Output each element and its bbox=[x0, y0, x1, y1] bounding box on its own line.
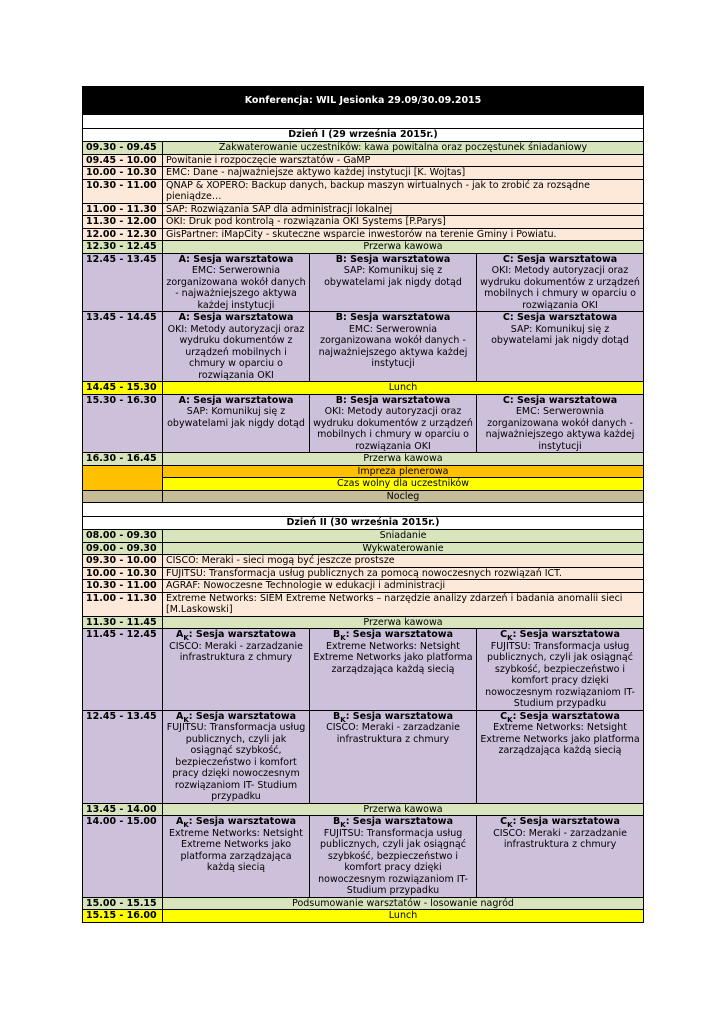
session-description: OKI: Metody autoryzacji oraz wydruku dokumentów z urządzeń mobilnych i chmury w oparciu o rozwiązania OKI bbox=[480, 265, 640, 311]
spacer-row bbox=[83, 115, 644, 129]
session-description: Extreme Networks: Netsight Extreme Networks jako platforma zarządzająca każdą siecią bbox=[480, 722, 640, 756]
free-time: Czas wolny dla uczestników bbox=[163, 478, 644, 491]
time-cell: 10.00 - 10.30 bbox=[83, 567, 163, 580]
time-cell: 14.00 - 15.00 bbox=[83, 816, 163, 898]
session-heading: $A_K$: Sesja warsztatowa bbox=[175, 629, 297, 642]
session-description: SAP: Komunikuj się z obywatelami jak nigdy dotąd bbox=[167, 406, 305, 429]
overnight: Nocleg bbox=[163, 490, 644, 503]
session-description: FUJITSU: Transformacja usług publicznych, czyli jak osiągnąć szybkość, bezpieczeństwo i komfort pracy dzięki nowoczesnym rozwiązaniom IT- Studium przypadku bbox=[318, 827, 468, 896]
session-heading: $A_K$: Sesja warsztatowa bbox=[175, 710, 297, 724]
coffee-break: Przerwa kawowa bbox=[163, 803, 644, 816]
session-heading: A: Sesja warsztatowa bbox=[178, 394, 294, 406]
time-cell: 11.30 - 11.45 bbox=[83, 616, 163, 629]
session-c bbox=[477, 253, 644, 312]
session-a bbox=[163, 253, 310, 312]
session-c bbox=[477, 312, 644, 382]
session-description: Extreme Networks: Netsight Extreme Networks jako platforma zarządzająca każdą siecią bbox=[313, 640, 473, 675]
session-description: CISCO: Meraki - zarzadzanie infrastruktura z chmury bbox=[326, 722, 460, 745]
time-cell: 13.45 - 14.00 bbox=[83, 803, 163, 816]
agenda-item: FUJITSU: Transformacja usług publicznych za pomocą nowoczesnych rozwiązań ICT. bbox=[163, 567, 644, 580]
session-heading: B: Sesja warsztatowa bbox=[335, 394, 451, 406]
time-cell: 15.30 - 16.30 bbox=[83, 394, 163, 453]
session-heading: A: Sesja warsztatowa bbox=[178, 312, 294, 323]
agenda-item: Powitanie i rozpoczęcie warsztatów - GaMP bbox=[163, 154, 644, 167]
time-cell: 15.15 - 16.00 bbox=[83, 910, 163, 923]
session-heading: A: Sesja warsztatowa bbox=[178, 253, 294, 265]
session-b bbox=[310, 312, 477, 382]
session-a bbox=[163, 710, 310, 803]
agenda-item: QNAP & XOPERO: Backup danych, backup maszyn wirtualnych - jak to zrobić za rozsądne pieniądze… bbox=[163, 179, 644, 203]
time-cell-empty bbox=[83, 490, 163, 503]
agenda-item: Zakwaterowanie uczestników: kawa powitalna oraz poczęstunek śniadaniowy bbox=[163, 142, 644, 155]
checkout: Wykwaterowanie bbox=[163, 542, 644, 555]
session-description: SAP: Komunikuj się z obywatelami jak nigdy dotąd bbox=[491, 323, 629, 346]
session-description: FUJITSU: Transformacja usług publicznych, czyli jak osiągnąć szybkość, bezpieczeństwo i komfort pracy dzięki nowoczesnym rozwiązaniom IT- Studium przypadku bbox=[166, 722, 306, 802]
agenda-item: SAP: Rozwiązania SAP dla administracji lokalnej bbox=[163, 203, 644, 216]
time-cell: 09.45 - 10.00 bbox=[83, 154, 163, 167]
session-a bbox=[163, 816, 310, 898]
session-heading: $B_K$: Sesja warsztatowa bbox=[333, 816, 453, 829]
session-heading: $C_K$: Sesja warsztatowa bbox=[500, 629, 620, 642]
agenda-item: OKI: Druk pod kontrolą - rozwiązania OKI Systems [P.Parys] bbox=[163, 216, 644, 229]
agenda-item: GisPartner: iMapCity - skuteczne wsparcie inwestorów na terenie Gminy i Powiatu. bbox=[163, 228, 644, 241]
time-cell-empty bbox=[83, 465, 163, 490]
coffee-break: Przerwa kawowa bbox=[163, 241, 644, 254]
session-description: CISCO: Meraki - zarzadzanie infrastruktura z chmury bbox=[493, 827, 627, 850]
agenda-item: Extreme Networks: SIEM Extreme Networks – narzędzie analizy zdarzeń i badania anomalii sieci [M.Laskowski] bbox=[163, 592, 644, 616]
session-heading: C: Sesja warsztatowa bbox=[502, 312, 618, 323]
session-description: EMC: Serwerownia zorganizowana wokół danych - najważniejszego aktywa każdej instytucji bbox=[166, 265, 306, 311]
time-cell: 12.30 - 12.45 bbox=[83, 241, 163, 254]
session-b bbox=[310, 629, 477, 711]
time-cell: 08.00 - 09.30 bbox=[83, 530, 163, 543]
session-b bbox=[310, 710, 477, 803]
session-b bbox=[310, 816, 477, 898]
breakfast: Śniadanie bbox=[163, 530, 644, 543]
time-cell: 15.00 - 15.15 bbox=[83, 897, 163, 910]
summary: Podsumowanie warsztatów - losowanie nagród bbox=[163, 897, 644, 910]
time-cell: 14.45 - 15.30 bbox=[83, 382, 163, 395]
session-c bbox=[477, 629, 644, 711]
session-heading: C: Sesja warsztatowa bbox=[502, 394, 618, 406]
time-cell: 09.30 - 10.00 bbox=[83, 555, 163, 568]
session-a bbox=[163, 394, 310, 453]
outdoor-event: Impreza plenerowa bbox=[163, 465, 644, 478]
time-cell: 12.45 - 13.45 bbox=[83, 710, 163, 803]
session-description: FUJITSU: Transformacja usług publicznych, czyli jak osiągnąć szybkość, bezpieczeństwo i komfort pracy dzięki nowoczesnym rozwiązaniom IT- Studium przypadku bbox=[485, 640, 635, 709]
session-description: EMC: Serwerownia zorganizowana wokół danych - najważniejszego aktywa każdej instytucji bbox=[485, 406, 635, 452]
agenda-table bbox=[82, 86, 644, 923]
coffee-break: Przerwa kawowa bbox=[163, 616, 644, 629]
session-heading: C: Sesja warsztatowa bbox=[502, 253, 618, 265]
time-cell: 12.00 - 12.30 bbox=[83, 228, 163, 241]
session-b bbox=[310, 253, 477, 312]
session-description: OKI: Metody autoryzacji oraz wydruku dokumentów z urządzeń mobilnych i chmury w oparciu o rozwiązania OKI bbox=[167, 323, 305, 381]
conference-title: Konferencja: WIL Jesionka 29.09/30.09.2015 bbox=[83, 87, 644, 115]
session-description: CISCO: Meraki - zarzadzanie infrastruktura z chmury bbox=[169, 640, 303, 663]
session-heading: $A_K$: Sesja warsztatowa bbox=[175, 816, 297, 829]
time-cell: 09.30 - 09.45 bbox=[83, 142, 163, 155]
lunch: Lunch bbox=[163, 382, 644, 395]
session-description: EMC: Serwerownia zorganizowana wokół danych - najważniejszego aktywa każdej instytucji bbox=[318, 323, 468, 369]
session-heading: $C_K$: Sesja warsztatowa bbox=[500, 816, 620, 829]
time-cell: 11.00 - 11.30 bbox=[83, 592, 163, 616]
session-description: Extreme Networks: Netsight Extreme Networks jako platforma zarządzająca każdą siecią bbox=[169, 827, 303, 873]
lunch: Lunch bbox=[163, 910, 644, 923]
time-cell: 09.00 - 09.30 bbox=[83, 542, 163, 555]
session-description: OKI: Metody autoryzacji oraz wydruku dokumentów z urządzeń mobilnych i chmury w oparciu o rozwiązania OKI bbox=[313, 406, 473, 452]
day2-title: Dzień II (30 września 2015r.) bbox=[83, 517, 644, 530]
session-c bbox=[477, 710, 644, 803]
session-c bbox=[477, 816, 644, 898]
session-heading: $C_K$: Sesja warsztatowa bbox=[500, 710, 620, 724]
session-heading: B: Sesja warsztatowa bbox=[335, 253, 451, 265]
time-cell: 11.00 - 11.30 bbox=[83, 203, 163, 216]
time-cell: 13.45 - 14.45 bbox=[83, 312, 163, 382]
coffee-break: Przerwa kawowa bbox=[163, 453, 644, 466]
agenda-item: AGRAF: Nowoczesne Technologie w edukacji i administracji bbox=[163, 580, 644, 593]
session-heading: $B_K$: Sesja warsztatowa bbox=[333, 710, 453, 724]
session-b bbox=[310, 394, 477, 453]
session-heading: $B_K$: Sesja warsztatowa bbox=[333, 629, 453, 642]
time-cell: 10.30 - 11.00 bbox=[83, 179, 163, 203]
time-cell: 10.00 - 10.30 bbox=[83, 167, 163, 180]
time-cell: 10.30 - 11.00 bbox=[83, 580, 163, 593]
session-heading: B: Sesja warsztatowa bbox=[335, 312, 451, 323]
day1-title: Dzień I (29 września 2015r.) bbox=[83, 129, 644, 142]
time-cell: 11.45 - 12.45 bbox=[83, 629, 163, 711]
session-a bbox=[163, 629, 310, 711]
agenda-item: CISCO: Meraki - sieci mogą być jeszcze prostsze bbox=[163, 555, 644, 568]
time-cell: 11.30 - 12.00 bbox=[83, 216, 163, 229]
time-cell: 16.30 - 16.45 bbox=[83, 453, 163, 466]
session-c bbox=[477, 394, 644, 453]
session-a bbox=[163, 312, 310, 382]
session-description: SAP: Komunikuj się z obywatelami jak nigdy dotąd bbox=[324, 265, 462, 288]
time-cell: 12.45 - 13.45 bbox=[83, 253, 163, 312]
spacer-row bbox=[83, 503, 644, 517]
agenda-item: EMC: Dane - najważniejsze aktywo każdej instytucji [K. Wojtas] bbox=[163, 167, 644, 180]
